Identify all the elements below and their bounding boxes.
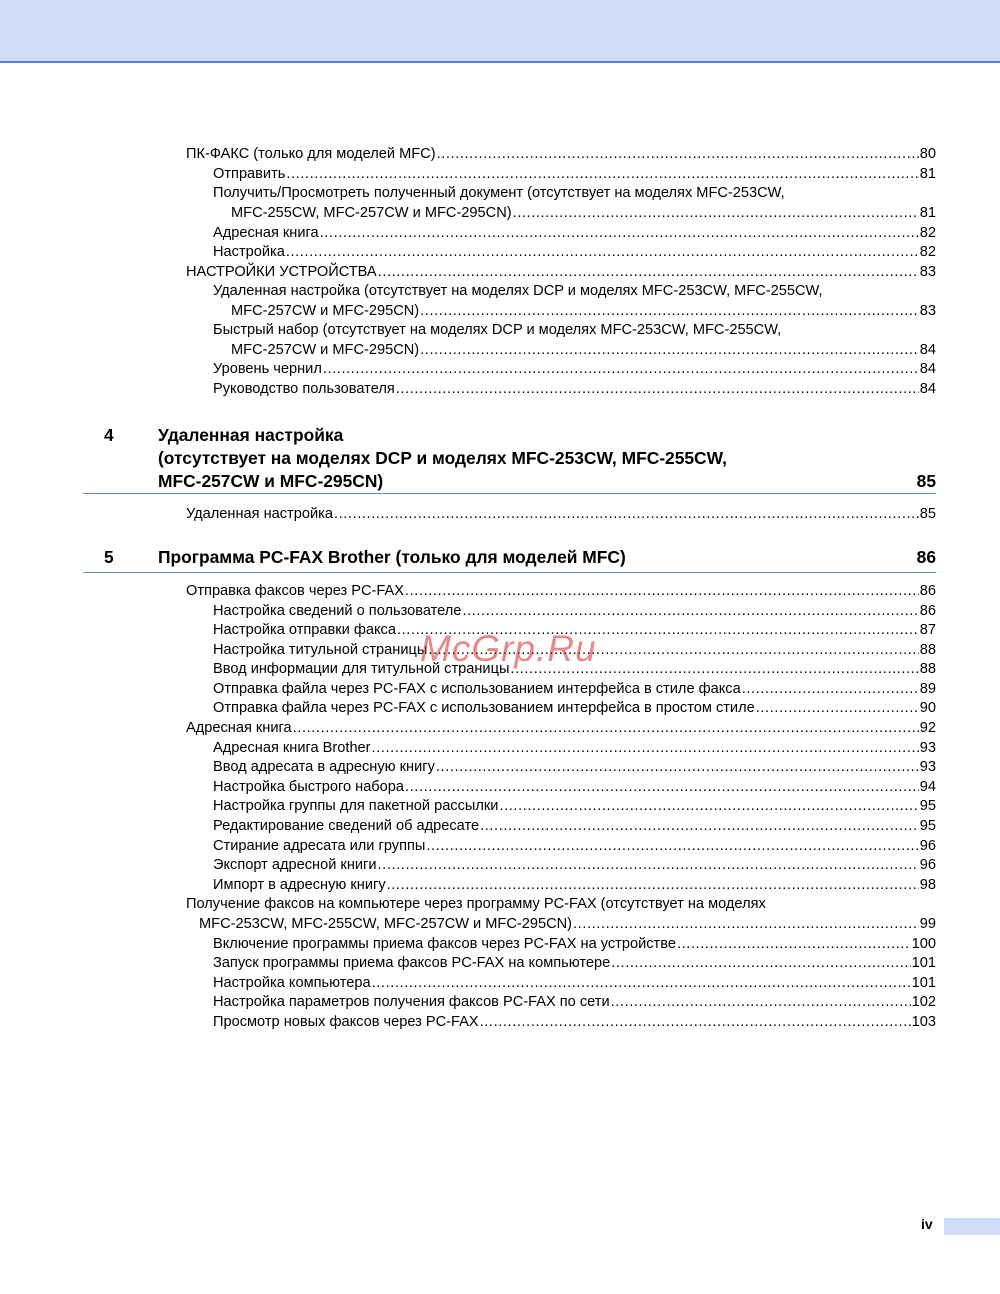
toc-entry[interactable]: Стирание адресата или группы ..... 96 [213, 837, 936, 857]
toc-entry[interactable]: Настройка титульной страницы ..... 88 [213, 641, 936, 661]
footer-tab [944, 1218, 1000, 1235]
toc-entry[interactable]: MFC-255CW, MFC-257CW и MFC-295CN) ..... 81 [231, 204, 936, 224]
toc-entry-line1: Удаленная настройка (отсутствует на моделях DCP и моделях MFC-253CW, MFC-255CW, [213, 283, 823, 299]
toc-entry[interactable]: Адресная книга ..... 82 [213, 224, 936, 244]
toc-entry[interactable]: Отправка файла через PC-FAX с использованием интерфейса в стиле факса ..... 89 [213, 680, 936, 700]
page-number: iv [921, 1216, 933, 1232]
toc-entry[interactable]: ПК-ФАКС (только для моделей MFC) ..... 80 [186, 145, 936, 165]
toc-entry[interactable]: Ввод адресата в адресную книгу ..... 93 [213, 758, 936, 778]
chapter-divider [83, 572, 936, 573]
toc-entry-line1: Быстрый набор (отсутствует на моделях DCP и моделях MFC-253CW, MFC-255CW, [213, 322, 782, 338]
toc-entry[interactable]: Удаленная настройка ..... 85 [186, 505, 936, 525]
toc-entry[interactable]: Импорт в адресную книгу ..... 98 [213, 876, 936, 896]
toc-entry[interactable]: Настройка отправки факса ..... 87 [213, 621, 936, 641]
toc-entry[interactable]: MFC-253CW, MFC-255CW, MFC-257CW и MFC-295CN) ..... 99 [199, 915, 936, 935]
toc-entry[interactable]: Отправка факсов через PC-FAX ..... 86 [186, 582, 936, 602]
toc-entry[interactable]: MFC-257CW и MFC-295CN) ..... 84 [231, 341, 936, 361]
toc-entry[interactable]: Руководство пользователя ..... 84 [213, 380, 936, 400]
toc-entry[interactable]: Просмотр новых факсов через PC-FAX ..... 103 [213, 1013, 936, 1033]
toc-entry[interactable]: Настройка компьютера ..... 101 [213, 974, 936, 994]
toc-entry[interactable]: MFC-257CW и MFC-295CN) ..... 83 [231, 302, 936, 322]
toc-entry[interactable]: Редактирование сведений об адресате ..... 95 [213, 817, 936, 837]
watermark: McGrp.Ru [420, 628, 597, 669]
chapter-divider [83, 493, 936, 494]
toc-entry[interactable]: Настройка быстрого набора ..... 94 [213, 778, 936, 798]
toc-entry[interactable]: Запуск программы приема факсов PC-FAX на компьютере ..... 101 [213, 954, 936, 974]
toc-entry-line1: Получить/Просмотреть полученный документ (отсутствует на моделях MFC-253CW, [213, 185, 785, 201]
toc-entry[interactable]: Ввод информации для титульной страницы ..... 88 [213, 660, 936, 680]
toc-entry[interactable]: Настройка группы для пакетной рассылки ..... 95 [213, 797, 936, 817]
toc-entry[interactable]: Уровень чернил ..... 84 [213, 360, 936, 380]
header-band [0, 0, 1000, 63]
toc-entry[interactable]: Отправить ..... 81 [213, 165, 936, 185]
toc-entry[interactable]: Экспорт адресной книги ..... 96 [213, 856, 936, 876]
toc-entry[interactable]: Включение программы приема факсов через PC-FAX на устройстве ..... 100 [213, 935, 936, 955]
toc-entry[interactable]: Настройка параметров получения факсов PC-FAX по сети ..... 102 [213, 993, 936, 1013]
toc-entry[interactable]: Адресная книга Brother ..... 93 [213, 739, 936, 759]
toc-entry[interactable]: Настройка сведений о пользователе ..... 86 [213, 602, 936, 622]
toc-entry-line1: Получение факсов на компьютере через программу PC-FAX (отсутствует на моделях [186, 896, 766, 912]
toc-entry[interactable]: Настройка ..... 82 [213, 243, 936, 263]
toc-entry[interactable]: Отправка файла через PC-FAX с использованием интерфейса в простом стиле ..... 90 [213, 699, 936, 719]
toc-entry[interactable]: НАСТРОЙКИ УСТРОЙСТВА ..... 83 [186, 263, 936, 283]
toc-entry[interactable]: Адресная книга ..... 92 [186, 719, 936, 739]
